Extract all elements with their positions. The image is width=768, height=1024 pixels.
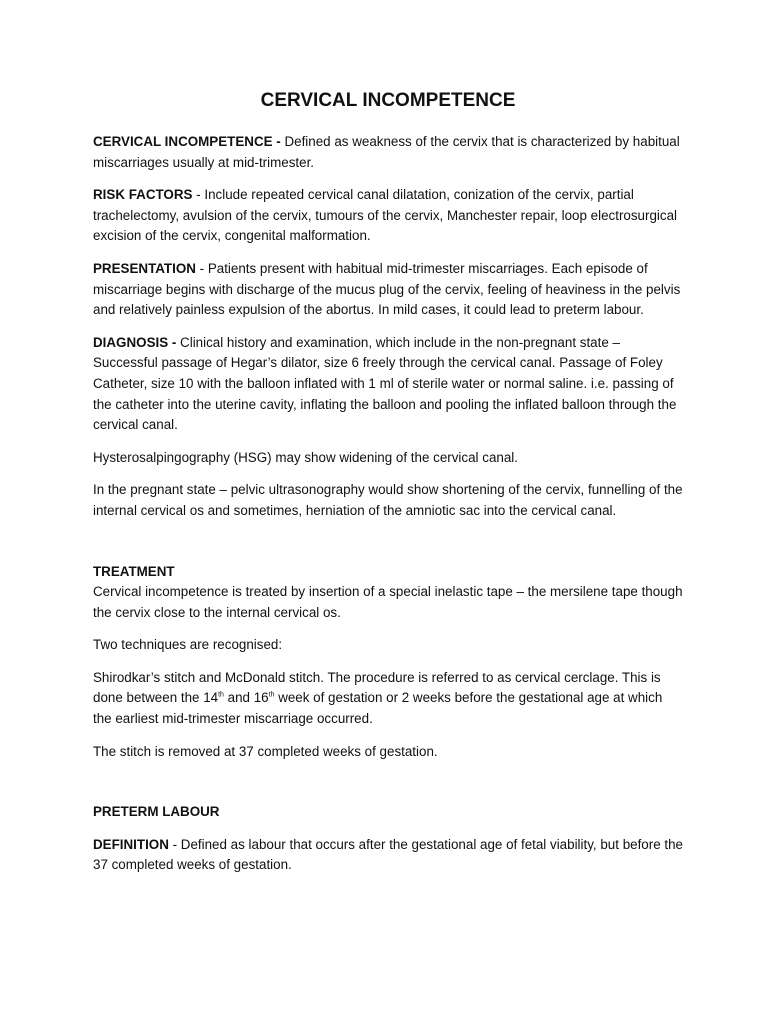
- cerclage-paragraph: [93, 668, 683, 730]
- superscript-th-2: th: [268, 692, 275, 699]
- definition-label: CERVICAL INCOMPETENCE -: [93, 134, 281, 149]
- definition-text: Defined as weakness of the cervix that is characterized by habitual miscarriages usually at mid-trimester.: [93, 134, 680, 170]
- preterm-definition-label: DEFINITION: [93, 836, 169, 852]
- cerclage-text-a: Shirodkar’s stitch and McDonald stitch. The procedure is referred to as cervical cerclage. This is done between the 14: [93, 669, 661, 706]
- techniques-paragraph: Two techniques are recognised:: [93, 637, 283, 653]
- risk-factors-paragraph: [93, 185, 683, 247]
- definition-paragraph: [93, 132, 683, 173]
- cerclage-text-b: and 16: [223, 690, 269, 706]
- preterm-heading: PRETERM LABOUR: [93, 804, 220, 820]
- preterm-definition-paragraph: [93, 835, 683, 876]
- presentation-text: - Patients present with habitual mid-trimester miscarriages. Each episode of miscarriage begins with discharge of the mucus plug of the cervix, feeling of heaviness in the pelvis and relatively painless expulsion of the abortus. In mild cases, it could lead to preterm labour.: [93, 260, 681, 318]
- cerclage-text-c: week of gestation or 2 weeks before the gestational age at which the earliest mid-trimester miscarriage occurred.: [93, 690, 663, 727]
- presentation-label: PRESENTATION: [93, 260, 196, 276]
- diagnosis-text: Clinical history and examination, which include in the non-pregnant state – Successful passage of Hegar’s dilator, size 6 freely through the cervical canal. Passage of Foley Catheter, size 10 with the balloon inflated with 1 ml of sterile water or normal saline. i.e. passing of the catheter into the uterine cavity, inflating the balloon and pooling the inflated balloon through the cervical canal.: [93, 334, 677, 433]
- hsg-paragraph: Hysterosalpingography (HSG) may show widening of the cervical canal.: [93, 449, 518, 465]
- presentation-paragraph: [93, 259, 683, 321]
- risk-factors-label: RISK FACTORS: [93, 187, 193, 203]
- pregnant-state-paragraph: In the pregnant state – pelvic ultrasonography would show shortening of the cervix, funnelling of the internal cervical os and sometimes, herniation of the amniotic sac into the cervical canal.: [93, 482, 683, 518]
- page-title: CERVICAL INCOMPETENCE: [260, 90, 516, 111]
- treatment-paragraph: Cervical incompetence is treated by insertion of a special inelastic tape – the mersilene tape though the cervix close to the internal cervical os.: [93, 584, 683, 620]
- preterm-definition-text: - Defined as labour that occurs after the gestational age of fetal viability, but before the 37 completed weeks of gestation.: [93, 836, 683, 873]
- treatment-heading: TREATMENT: [93, 563, 175, 579]
- risk-factors-text: - Include repeated cervical canal dilatation, conization of the cervix, partial trachelectomy, avulsion of the cervix, tumours of the cervix, Manchester repair, loop electrosurgical excision of the cervix, congenital malformation.: [93, 187, 677, 244]
- removal-paragraph: The stitch is removed at 37 completed weeks of gestation.: [93, 743, 438, 759]
- superscript-th-1: th: [218, 692, 224, 699]
- document-page: [93, 88, 683, 888]
- diagnosis-label: DIAGNOSIS -: [93, 334, 177, 350]
- diagnosis-paragraph: [93, 333, 683, 436]
